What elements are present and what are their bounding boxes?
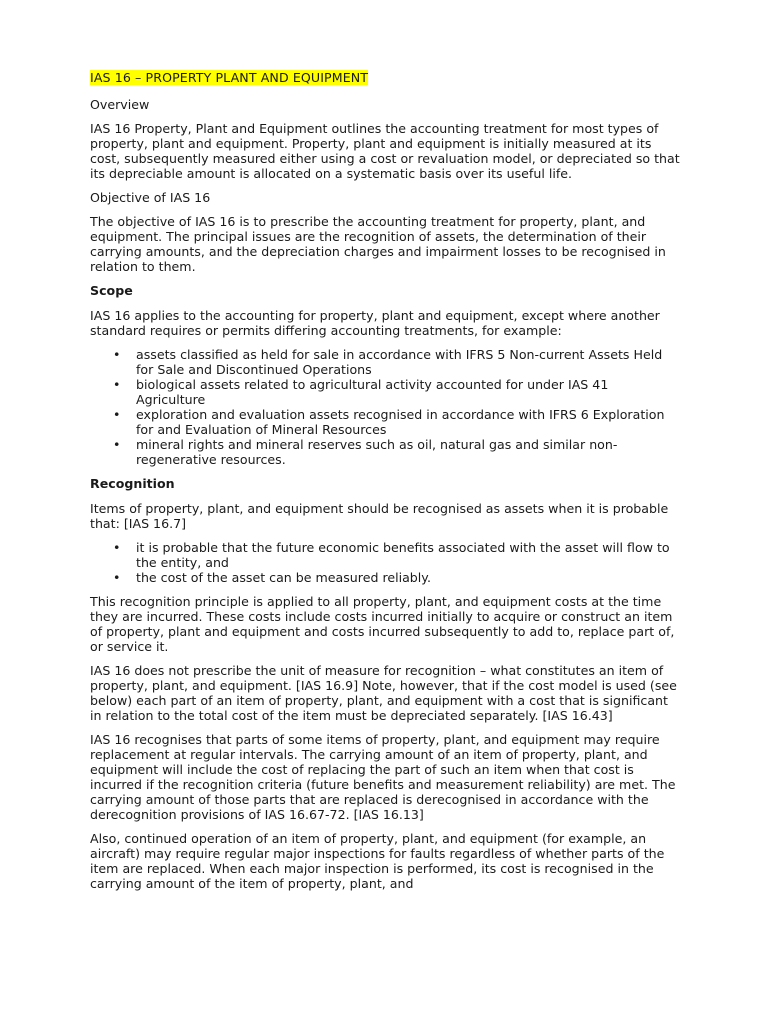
list-item: • biological assets related to agricultural activity accounted for under IAS 41 Agriculture — [136, 377, 680, 407]
list-item: • exploration and evaluation assets recognised in accordance with IFRS 6 Exploration for and Evaluation of Mineral Resources — [136, 407, 680, 437]
list-item: • assets classified as held for sale in accordance with IFRS 5 Non-current Assets Held for Sale and Discontinued Operations — [136, 347, 680, 377]
list-item: • the cost of the asset can be measured reliably. — [136, 570, 680, 585]
major-inspection-paragraph: Also, continued operation of an item of property, plant, and equipment (for example, an aircraft) may require regular major inspections for faults regardless of whether parts of the item are replaced. When each major inspection is performed, its cost is recognised in the carrying amount of the item of property, plant, and — [90, 831, 665, 891]
document-title — [90, 70, 680, 86]
parts-replacement-paragraph: IAS 16 recognises that parts of some items of property, plant, and equipment may require replacement at regular intervals. The carrying amount of an item of property, plant, and equipment will include the cost of replacing the part of such an item when that cost is incurred if the recognition criteria (future benefits and measurement reliability) are met. The carrying amount of those parts that are replaced is derecognised in accordance with the derecognition provisions of IAS 16.67-72. [IAS 16.13] — [90, 732, 676, 822]
scope-heading: Scope — [90, 283, 133, 298]
scope-paragraph: IAS 16 applies to the accounting for property, plant and equipment, except where another standard requires or permits differing accounting treatments, for example: — [90, 308, 660, 338]
recognition-heading: Recognition — [90, 476, 175, 491]
list-item: • mineral rights and mineral reserves such as oil, natural gas and similar non-regenerative resources. — [136, 437, 680, 467]
objective-heading: Objective of IAS 16 — [90, 190, 211, 205]
principle-paragraph: This recognition principle is applied to all property, plant, and equipment costs at the time they are incurred. These costs include costs incurred initially to acquire or construct an item of property, plant and equipment and costs incurred subsequently to add to, replace part of, or service it. — [90, 594, 675, 654]
document-title-text: IAS 16 – PROPERTY PLANT AND EQUIPMENT — [90, 70, 369, 85]
overview-paragraph: IAS 16 Property, Plant and Equipment outlines the accounting treatment for most types of property, plant and equipment. Property, plant and equipment is initially measured at its cost, subsequently measured either using a cost or revaluation model, or depreciated so that its depreciable amount is allocated on a systematic basis over its useful life. — [90, 121, 680, 181]
scope-list — [90, 347, 680, 467]
list-item: • it is probable that the future economic benefits associated with the asset will flow to the entity, and — [136, 540, 680, 570]
unit-of-measure-paragraph: IAS 16 does not prescribe the unit of measure for recognition – what constitutes an item of property, plant, and equipment. [IAS 16.9] Note, however, that if the cost model is used (see below) each part of an item of property, plant, and equipment with a cost that is significant in relation to the total cost of the item must be depreciated separately. [IAS 16.43] — [90, 663, 677, 723]
overview-heading: Overview — [90, 97, 150, 112]
recognition-list — [90, 540, 680, 585]
objective-paragraph: The objective of IAS 16 is to prescribe the accounting treatment for property, plant, and equipment. The principal issues are the recognition of assets, the determination of their carrying amounts, and the depreciation charges and impairment losses to be recognised in relation to them. — [90, 214, 666, 274]
recognition-paragraph: Items of property, plant, and equipment should be recognised as assets when it is probable that: [IAS 16.7] — [90, 501, 669, 531]
document-page — [90, 70, 680, 900]
